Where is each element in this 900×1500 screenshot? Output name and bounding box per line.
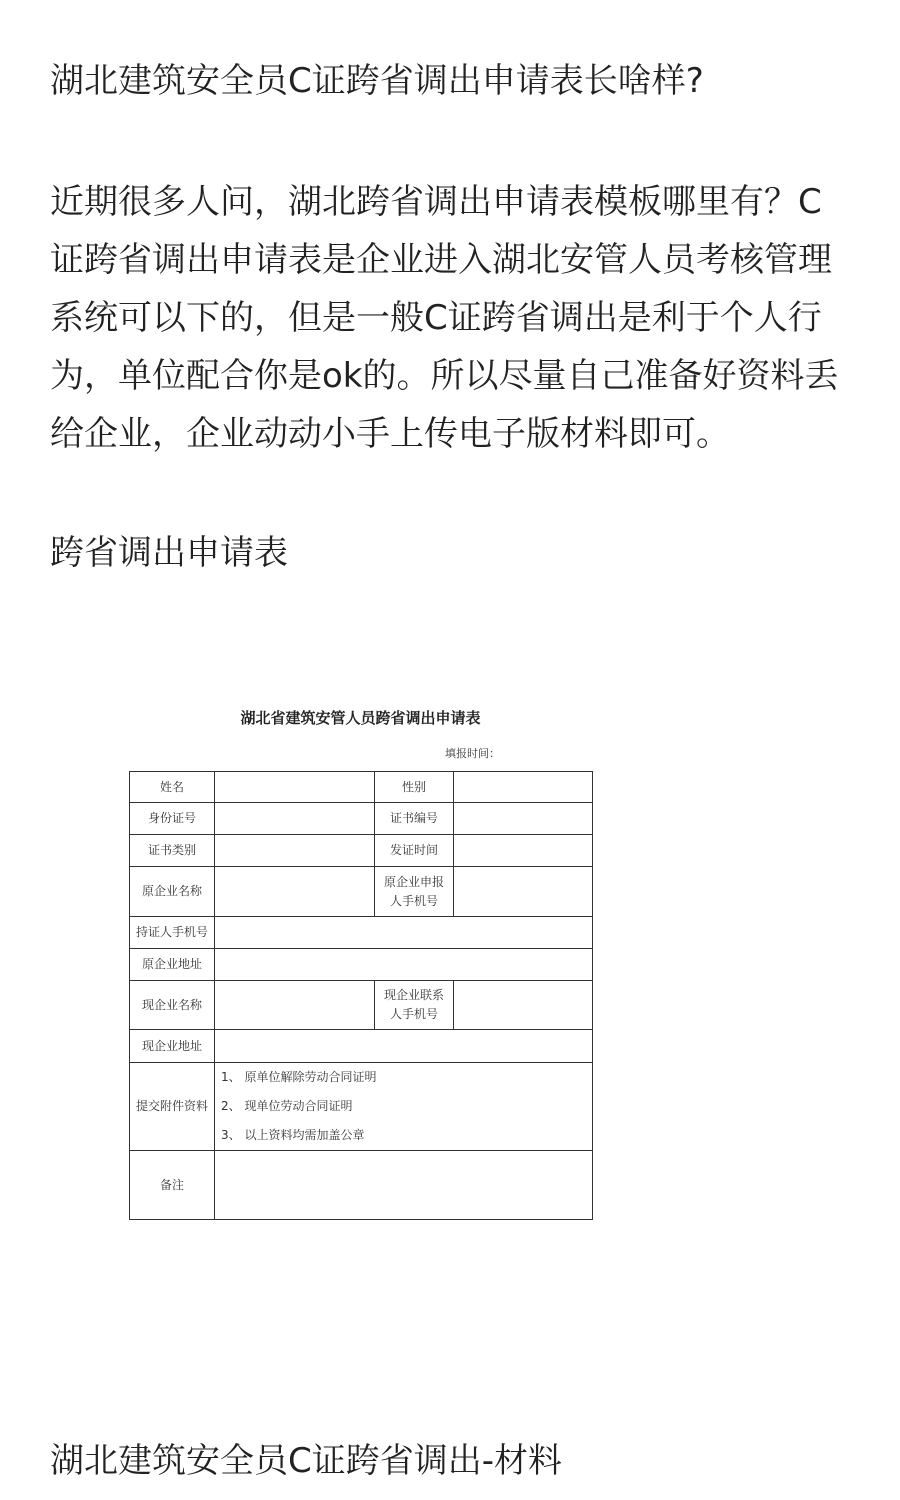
label-curr-company-address: 现企业地址 xyxy=(130,1030,215,1063)
label-issue-date: 发证时间 xyxy=(375,835,454,867)
issue-date-cell xyxy=(454,835,593,867)
label-cert-type: 证书类别 xyxy=(130,835,215,867)
table-row xyxy=(130,1063,593,1151)
section-heading-materials: 湖北建筑安全员C证跨省调出-材料 xyxy=(50,1441,563,1481)
table-row xyxy=(130,772,593,803)
table-row xyxy=(130,981,593,1030)
label-remarks: 备注 xyxy=(130,1151,215,1220)
table-row xyxy=(130,1030,593,1063)
label-line: 现企业联系 xyxy=(383,988,444,1002)
id-number-cell xyxy=(215,803,375,835)
label-attachments: 提交附件资料 xyxy=(130,1063,215,1151)
table-row xyxy=(130,803,593,835)
label-orig-reporter-phone xyxy=(375,867,454,917)
label-curr-contact-phone xyxy=(375,981,454,1030)
label-curr-company-name: 现企业名称 xyxy=(130,981,215,1030)
attachment-item: 1、 原单位解除劳动合同证明 xyxy=(221,1070,377,1084)
label-gender: 性别 xyxy=(375,772,454,803)
cert-number-cell xyxy=(454,803,593,835)
form-fill-time-label: 填报时间： xyxy=(445,747,500,760)
cert-type-cell xyxy=(215,835,375,867)
label-line: 人手机号 xyxy=(389,893,438,908)
attachments-list xyxy=(215,1063,593,1151)
label-orig-company-name: 原企业名称 xyxy=(130,867,215,917)
curr-company-address-cell xyxy=(215,1030,593,1063)
name-cell xyxy=(215,772,375,803)
table-row xyxy=(130,917,593,949)
form-title: 湖北省建筑安管人员跨省调出申请表 xyxy=(240,709,481,727)
table-row xyxy=(130,949,593,981)
curr-contact-phone-cell xyxy=(454,981,593,1030)
paragraph-line: 证跨省调出申请表是企业进入湖北安管人员考核管理 xyxy=(50,240,832,280)
article-heading-sample: 湖北建筑安全员C证跨省调出申请表长啥样? xyxy=(50,61,704,101)
paragraph-line: 近期很多人问，湖北跨省调出申请表模板哪里有？C xyxy=(50,182,822,222)
curr-company-name-cell xyxy=(215,981,375,1030)
remarks-cell xyxy=(215,1151,593,1220)
attachment-item: 3、 以上资料均需加盖公章 xyxy=(221,1128,365,1142)
section-heading-form: 跨省调出申请表 xyxy=(50,533,288,573)
gender-cell xyxy=(454,772,593,803)
intro-paragraph xyxy=(50,173,839,463)
table-row xyxy=(130,1151,593,1220)
label-line: 人手机号 xyxy=(389,1007,438,1021)
label-cert-number: 证书编号 xyxy=(375,803,454,835)
application-form-image xyxy=(0,690,900,1240)
attachment-item: 2、 现单位劳动合同证明 xyxy=(221,1099,353,1113)
paragraph-line: 系统可以下的，但是一般C证跨省调出是利于个人行 xyxy=(50,298,822,338)
label-line: 原企业申报 xyxy=(383,874,444,889)
paragraph-line: 给企业，企业动动小手上传电子版材料即可。 xyxy=(50,414,730,454)
label-orig-company-address: 原企业地址 xyxy=(130,949,215,981)
table-row xyxy=(130,867,593,917)
table-row xyxy=(130,835,593,867)
label-holder-phone: 持证人手机号 xyxy=(130,917,215,949)
label-name: 姓名 xyxy=(130,772,215,803)
paragraph-line: 为，单位配合你是ok的。所以尽量自己准备好资料丢 xyxy=(50,356,839,396)
orig-company-name-cell xyxy=(215,867,375,917)
orig-company-address-cell xyxy=(215,949,593,981)
label-id-number: 身份证号 xyxy=(130,803,215,835)
application-form-table xyxy=(129,771,593,1220)
holder-phone-cell xyxy=(215,917,593,949)
orig-reporter-phone-cell xyxy=(454,867,593,917)
